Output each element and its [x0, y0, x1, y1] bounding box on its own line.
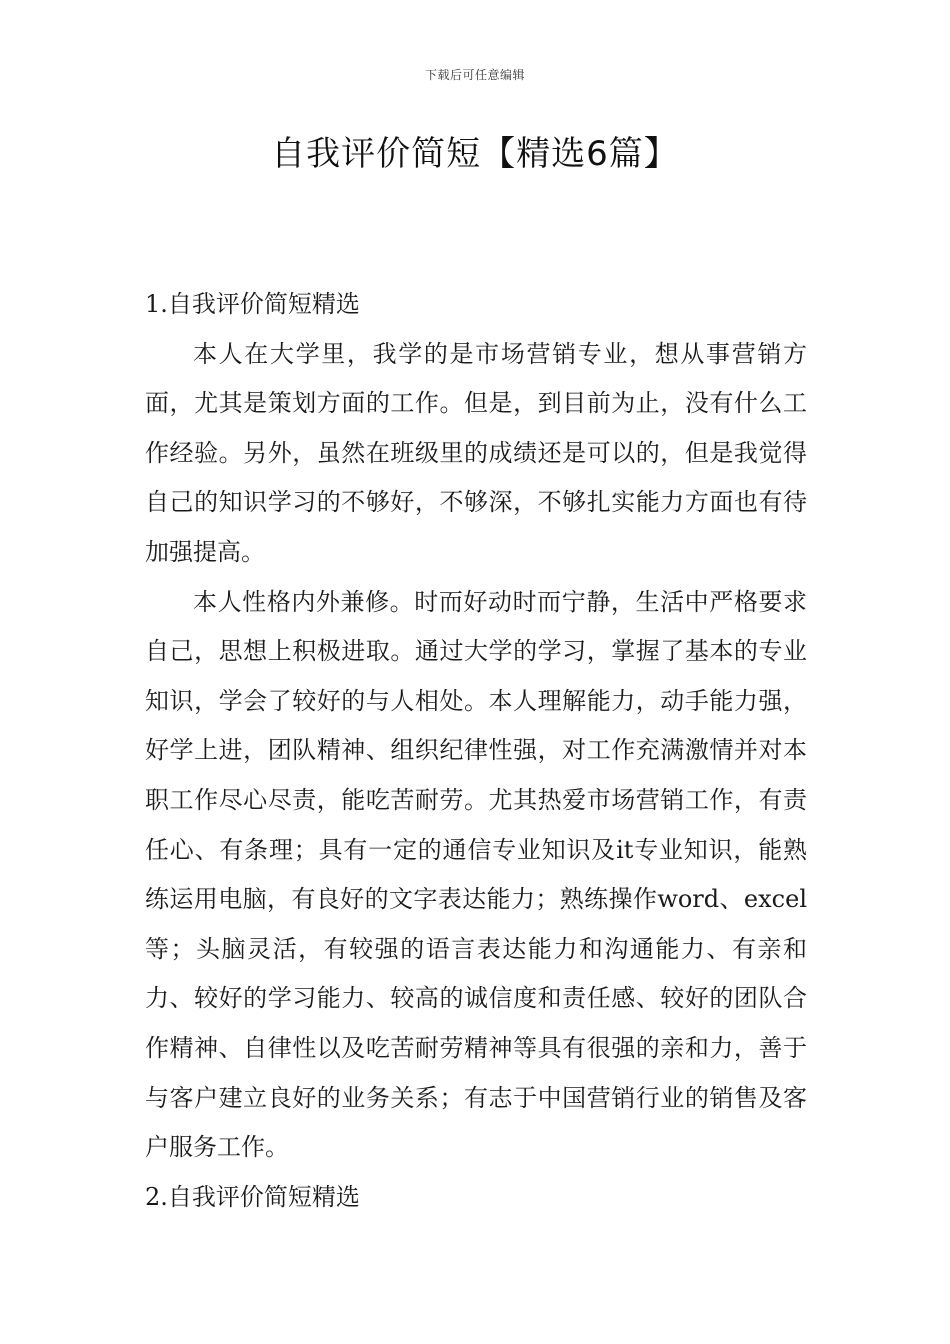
header-note: 下载后可任意编辑 [424, 68, 525, 82]
document-title: 自我评价简短【精选6篇】 [271, 134, 679, 174]
section-heading: 2.自我评价简短精选 [145, 1182, 360, 1211]
section-heading: 1.自我评价简短精选 [145, 290, 360, 318]
document-body [145, 280, 807, 1222]
paragraph: 本人性格内外兼修。时而好动时而宁静，生活中严格要求自己，思想上积极进取。通过大学的学习，掌握了基本的专业知识，学会了较好的与人相处。本人理解能力，动手能力强，好学上进，团队精神、组织纪律性强，对工作充满激情并对本职工作尽心尽责，能吃苦耐劳。尤其热爱市场营销工作，有责任心、有条理；具有一定的通信专业知识及it专业知识，能熟练运用电脑，有良好的文字表达能力；熟练操作word、excel等；头脑灵活，有较强的语言表达能力和沟通能力、有亲和力、较好的学习能力、较高的诚信度和责任感、较好的团队合作精神、自律性以及吃苦耐劳精神等具有很强的亲和力，善于与客户建立良好的业务关系；有志于中国营销行业的销售及客户服务工作。 [145, 587, 807, 1162]
paragraph: 本人在大学里，我学的是市场营销专业，想从事营销方面，尤其是策划方面的工作。但是，到目前为止，没有什么工作经验。另外，虽然在班级里的成绩还是可以的，但是我觉得自己的知识学习的不够好，不够深，不够扎实能力方面也有待加强提高。 [145, 339, 807, 566]
